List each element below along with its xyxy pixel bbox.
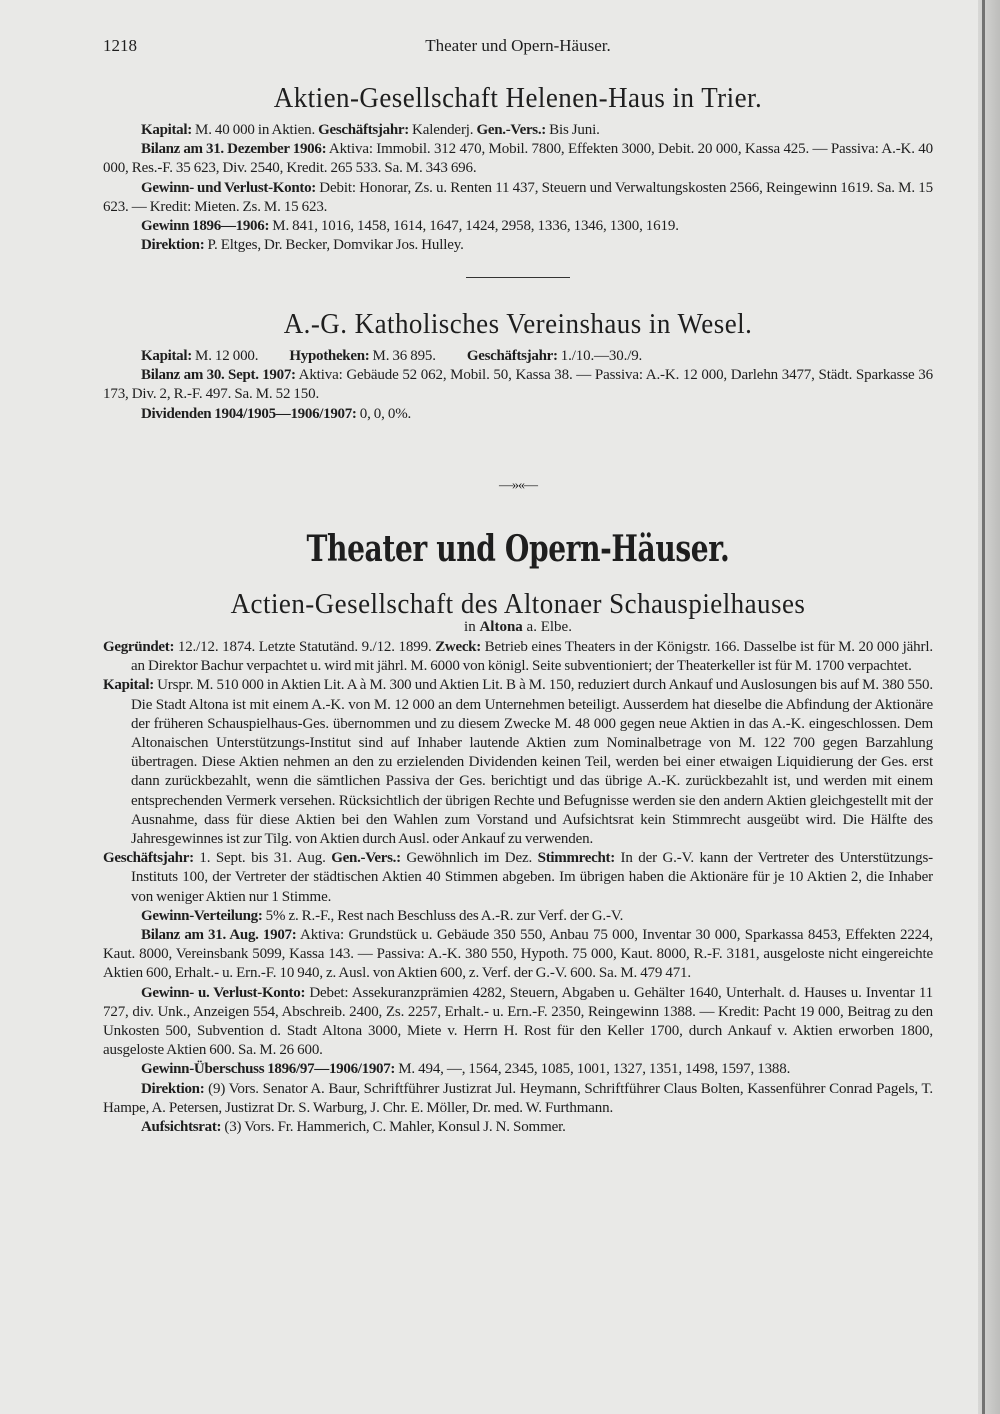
founded-purpose	[103, 638, 933, 676]
label: Gegründet:	[103, 639, 175, 655]
label: Gen.-Vers.:	[331, 850, 401, 867]
balance-paragraph	[103, 926, 933, 984]
label: Geschäftsjahr:	[318, 122, 409, 138]
text: M. 494, —, 1564, 2345, 1085, 1001, 1327, 1351, 1498, 1597, 1388.	[395, 1061, 791, 1078]
text: Urspr. M. 510 000 in Aktien Lit. A à M. 300 und Aktien Lit. B à M. 150, reduziert durch Ankauf und Auslosungen bis auf M. 380 550. Die Stadt Altona ist mit einem A.-K. von M. 12 000 an dem Unternehmen beteiligt. Ausserdem hat dieselbe die Abfindung der Aktionäre der früheren Schauspielhaus-Ges. übernommen und zu diesem Zwecke M. 48 000 gegen neue Aktien in das A.-K. eingeschlossen. Dem Altonaischen Unterstützungs-Institut sind auf Inhaber lautende Aktien zum Nominalbetrage von M. 122 700 gegen Barzahlung übertragen. Diese Aktien nehmen an den zu erzielenden Dividenden keinen Teil, werden bei einer etwaigen Liquidierung der Ges. erst dann zurückbezahlt, wenn die sämtlichen Passiva der Ges. berichtigt und das übrige A.-K. zurückbezahlt ist, und werden mit einem entsprechenden Vermerk versehen. Rücksichtlich der übrigen Rechte und Befugnisse werden sie den andern Aktien gleichgestellt mit der Ausnahme, dass für diese Aktien bei den Wahlen zum Vorstand und Aufsichtsrat kein Stimmrecht ausgeübt wird. Die Hälfte des Jahresgewinnes ist zur Tilg. von Aktien durch Ausl. oder Ankauf zu verwenden.	[131, 677, 933, 848]
text: a. Elbe.	[526, 619, 572, 635]
capital-line	[103, 121, 933, 140]
label: Geschäftsjahr:	[103, 850, 194, 867]
balance-paragraph	[103, 366, 933, 404]
text: (9) Vors. Senator A. Baur, Schriftführer Justizrat Jul. Heymann, Schriftführer Claus Bolten, Kassenführer Conrad Pagels, T. Hampe, A. Petersen, Justizrat Dr. S. Warburg, J. Chr. E. Möller, Dr. med. W. Furthmann.	[103, 1080, 933, 1116]
entry-vereinshaus-wesel	[103, 308, 933, 494]
label: Stimmrecht:	[537, 850, 615, 867]
label: Bilanz am 30. Sept. 1907:	[141, 367, 296, 384]
text: Betrieb eines Theaters in der Königstr. 166. Dasselbe ist für M. 20 000 jährl. an Direktor Bachur verpachtet u. wird mit jährl. M. 6000 von königl. Seite subventioniert; der Theaterkeller ist für M. 1700 verpachtet.	[131, 639, 933, 675]
text: M. 12 000.	[191, 348, 290, 364]
text: Aktiva: Gebäude 52 062, Mobil. 50, Kassa 38. — Passiva: A.-K. 12 000, Darlehn 3477, Städt. Sparkasse 36 173, Div. 2, R.-F. 497. Sa. M. 52 150.	[103, 367, 934, 403]
text: M. 841, 1016, 1458, 1614, 1647, 1424, 2958, 1336, 1346, 1300, 1619.	[269, 218, 679, 235]
divider	[466, 277, 570, 278]
label: Gewinn-Überschuss 1896/97—1906/1907:	[141, 1061, 396, 1078]
text: in	[464, 619, 476, 635]
label: Dividenden 1904/1905—1906/1907:	[141, 405, 357, 422]
label: Gewinn- u. Verlust-Konto:	[141, 984, 306, 1001]
capital-paragraph	[103, 676, 933, 849]
page-edge	[978, 0, 1000, 1414]
text: Aktiva: Immobil. 312 470, Mobil. 7800, Effekten 3000, Debit. 20 000, Kassa 425. — Passiva: A.-K. 40 000, Res.-F. 35 623, Div. 2540, Kredit. 265 533. Sa. M. 343 696.	[103, 141, 933, 177]
entry-title: A.-G. Katholisches Vereinshaus in Wesel.	[283, 308, 753, 340]
management	[103, 236, 933, 255]
text: M. 40 000 in Aktien.	[191, 122, 319, 138]
profit-history	[103, 217, 933, 236]
label: Gewinn 1896—1906:	[141, 218, 270, 235]
label: Geschäftsjahr:	[466, 348, 558, 364]
text: In der G.-V. kann der Vertreter des Unterstützungs-Instituts 100, der Vertreter der städtischen Aktien 40 Stimmen abgeben. Im übrigen haben die Aktionäre für je 10 Aktien 2, die Inhaber von weniger Aktien nur 1 Stimme.	[131, 850, 933, 905]
page-header	[103, 36, 933, 60]
fiscal-year-voting	[103, 849, 933, 907]
supervisory-board	[103, 1118, 933, 1137]
label: Aufsichtsrat:	[141, 1119, 222, 1136]
text: M. 36 895.	[369, 348, 467, 364]
profit-history	[103, 1060, 933, 1079]
entry-title: Aktien-Gesellschaft Helenen-Haus in Trier.	[273, 82, 763, 114]
entry-helenen-haus	[103, 82, 933, 278]
label: Bilanz am 31. Dezember 1906:	[141, 141, 327, 158]
label: Direktion:	[141, 237, 205, 254]
profit-loss-paragraph	[103, 984, 933, 1061]
management	[103, 1080, 933, 1118]
text: 5% z. R.-F., Rest nach Beschluss des A.-R. zur Verf. der G.-V.	[262, 907, 624, 924]
ornament: —»«—	[499, 477, 537, 493]
profit-distribution	[103, 907, 933, 926]
text: Bis Juni.	[545, 122, 600, 138]
label: Gewinn- und Verlust-Konto:	[141, 179, 316, 196]
entry-title: Actien-Gesellschaft des Altonaer Schauspielhauses	[230, 588, 806, 620]
entry-altonaer-schauspielhaus	[103, 528, 933, 1137]
label: Bilanz am 31. Aug. 1907:	[141, 927, 297, 944]
text: 1. Sept. bis 31. Aug.	[193, 850, 332, 867]
text: 1./10.—30./9.	[557, 348, 643, 364]
label: Kapital:	[141, 348, 192, 364]
text: Kalenderj.	[408, 122, 477, 138]
profit-loss-paragraph	[103, 179, 933, 217]
label: Gen.-Vers.:	[476, 122, 546, 138]
running-title: Theater und Opern-Häuser.	[425, 36, 611, 55]
label: Kapital:	[141, 122, 192, 138]
text: Aktiva: Grundstück u. Gebäude 350 550, Anbau 75 000, Inventar 30 000, Sparkassa 8453, Effekten 2224, Kaut. 8000, Vereinsbank 5099, Kassa 143. — Passiva: A.-K. 380 550, Hypoth. 75 000, Kaut. 8000, R.-F. 3181, ausgeloste nicht eingereichte Aktien 600, Erhalt.- u. Ern.-F. 10 940, z. Ausl. von Aktien 600, z. Verf. der G.-V. 600. Sa. M. 479 471.	[103, 927, 933, 982]
label: Zweck:	[435, 639, 481, 655]
location: Altona	[479, 619, 523, 635]
dividends	[103, 405, 933, 424]
entry-location	[103, 619, 933, 636]
text: P. Eltges, Dr. Becker, Domvikar Jos. Hulley.	[204, 237, 464, 254]
text: Debit: Honorar, Zs. u. Renten 11 437, Steuern und Verwaltungskosten 2566, Reingewinn 1619. Sa. M. 15 623. — Kredit: Mieten. Zs. M. 15 623.	[103, 179, 933, 215]
label: Gewinn-Verteilung:	[141, 907, 263, 924]
balance-paragraph	[103, 140, 933, 178]
text: Debet: Assekuranzprämien 4282, Steuern, Abgaben u. Gehälter 1640, Unterhalt. d. Hauses u. Inventar 11 727, div. Unk., Anzeigen 554, Abschreib. 2400, Zs. 2257, Erhalt.- u. Ern.-F. 2350, Reingewinn 1388. — Kredit: Pacht 19 000, Beitrag zu den Unkosten 500, Subvention d. Stadt Altona 3000, Miete v. Herrn H. Rost für den Keller 1700, durch Ankauf v. Aktien erworben 1800, ausgeloste Aktien 600. Sa. M. 26 600.	[103, 984, 934, 1059]
text: (3) Vors. Fr. Hammerich, C. Mahler, Konsul J. N. Sommer.	[221, 1119, 566, 1136]
text: 12./12. 1874. Letzte Statutänd. 9./12. 1899.	[174, 639, 436, 655]
page-number: 1218	[103, 36, 137, 55]
text: 0, 0, 0%.	[356, 405, 412, 422]
label: Hypotheken:	[289, 348, 370, 364]
capital-line	[103, 347, 933, 366]
category-heading: Theater und Opern-Häuser.	[306, 528, 730, 570]
label: Direktion:	[141, 1080, 205, 1097]
label: Kapital:	[103, 677, 154, 694]
text: Gewöhnlich im Dez.	[400, 850, 538, 867]
